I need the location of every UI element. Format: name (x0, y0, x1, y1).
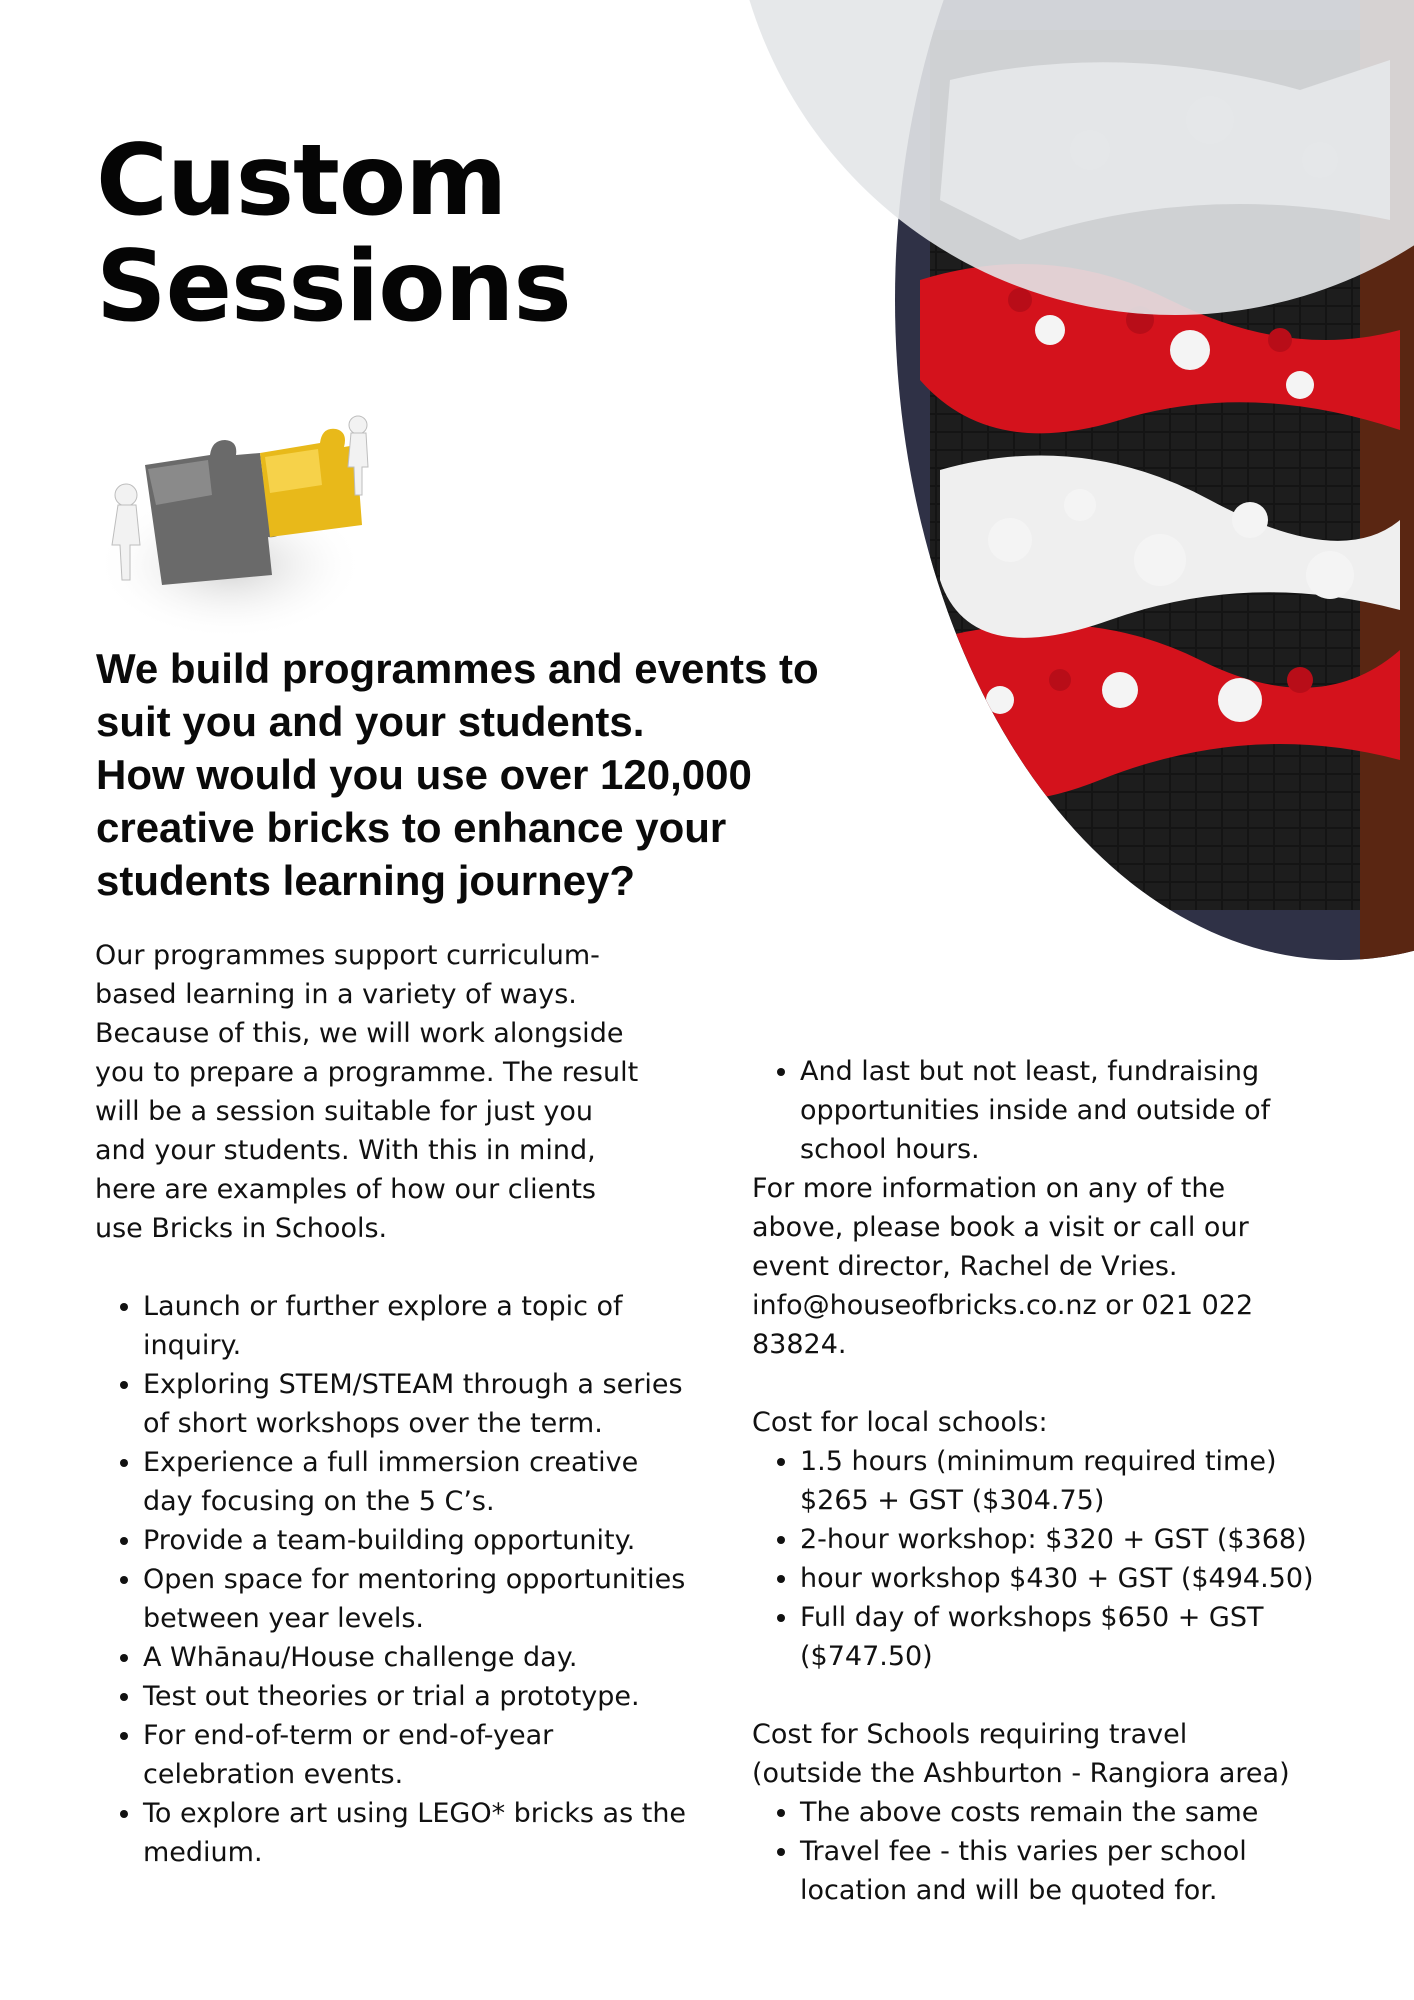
intro-line: you to prepare a programme. The result (95, 1057, 639, 1088)
list-item: • Travel fee - this varies per school location and will be quoted for. (800, 1832, 1352, 1910)
intro-line: Our programmes support curriculum- (95, 940, 600, 971)
right-column (752, 1052, 1352, 1910)
info-line: above, please book a visit or call our (752, 1212, 1249, 1243)
local-cost-list (752, 1442, 1352, 1676)
travel-heading-line: Cost for Schools requiring travel (752, 1719, 1188, 1750)
headline (96, 642, 896, 907)
list-item: • Full day of workshops $650 + GST ($747.50) (800, 1598, 1352, 1676)
left-column (95, 936, 695, 1872)
page-title (96, 124, 571, 344)
info-line: 83824. (752, 1329, 847, 1360)
list-item: • 1.5 hours (minimum required time) $265 + GST ($304.75) (800, 1442, 1352, 1520)
intro-line: Because of this, we will work alongside (95, 1018, 624, 1049)
list-item: • A Whānau/House challenge day. (143, 1638, 695, 1677)
page-title-line: Custom (96, 124, 507, 238)
intro-line: based learning in a variety of ways. (95, 979, 577, 1010)
list-item: • Experience a full immersion creative day focusing on the 5 C’s. (143, 1443, 695, 1521)
intro-line: use Bricks in Schools. (95, 1213, 388, 1244)
list-item: • hour workshop $430 + GST ($494.50) (800, 1559, 1352, 1598)
uses-list (95, 1287, 695, 1872)
list-item: • For end-of-term or end-of-year celebration events. (143, 1716, 695, 1794)
spacer (752, 1676, 1352, 1715)
spacer (752, 1364, 1352, 1403)
list-item: • And last but not least, fundraising opportunities inside and outside of school hours. (800, 1052, 1352, 1169)
list-item: • Launch or further explore a topic of inquiry. (143, 1287, 695, 1365)
intro-paragraph (95, 936, 695, 1248)
uses-list-continued (752, 1052, 1352, 1169)
list-item: • To explore art using LEGO* bricks as the medium. (143, 1794, 695, 1872)
list-item: • Provide a team-building opportunity. (143, 1521, 695, 1560)
intro-line: will be a session suitable for just you (95, 1096, 593, 1127)
spacer (95, 1248, 695, 1287)
info-line: For more information on any of the (752, 1173, 1226, 1204)
list-item: • Open space for mentoring opportunities between year levels. (143, 1560, 695, 1638)
list-item: • 2-hour workshop: $320 + GST ($368) (800, 1520, 1352, 1559)
local-cost-heading: Cost for local schools: (752, 1407, 1048, 1438)
list-item: • Test out theories or trial a prototype. (143, 1677, 695, 1716)
travel-heading-line: (outside the Ashburton - Rangiora area) (752, 1758, 1290, 1789)
intro-line: and your students. With this in mind, (95, 1135, 596, 1166)
contact-email[interactable]: info@houseofbricks.co.nz or 021 022 (752, 1290, 1254, 1321)
intro-line: here are examples of how our clients (95, 1174, 596, 1205)
headline-line: students learning journey? (96, 857, 636, 904)
headline-line: suit you and your students. (96, 698, 645, 745)
travel-cost-heading (752, 1715, 1352, 1793)
info-paragraph (752, 1169, 1352, 1364)
page-title-line: Sessions (96, 230, 571, 344)
list-item: • Exploring STEM/STEAM through a series of short workshops over the term. (143, 1365, 695, 1443)
info-line: event director, Rachel de Vries. (752, 1251, 1178, 1282)
headline-line: We build programmes and events to (96, 645, 819, 692)
travel-cost-list (752, 1793, 1352, 1910)
headline-line: creative bricks to enhance your (96, 804, 727, 851)
puzzle-figures-icon (100, 405, 370, 635)
headline-line: How would you use over 120,000 (96, 751, 752, 798)
list-item: • The above costs remain the same (800, 1793, 1352, 1832)
